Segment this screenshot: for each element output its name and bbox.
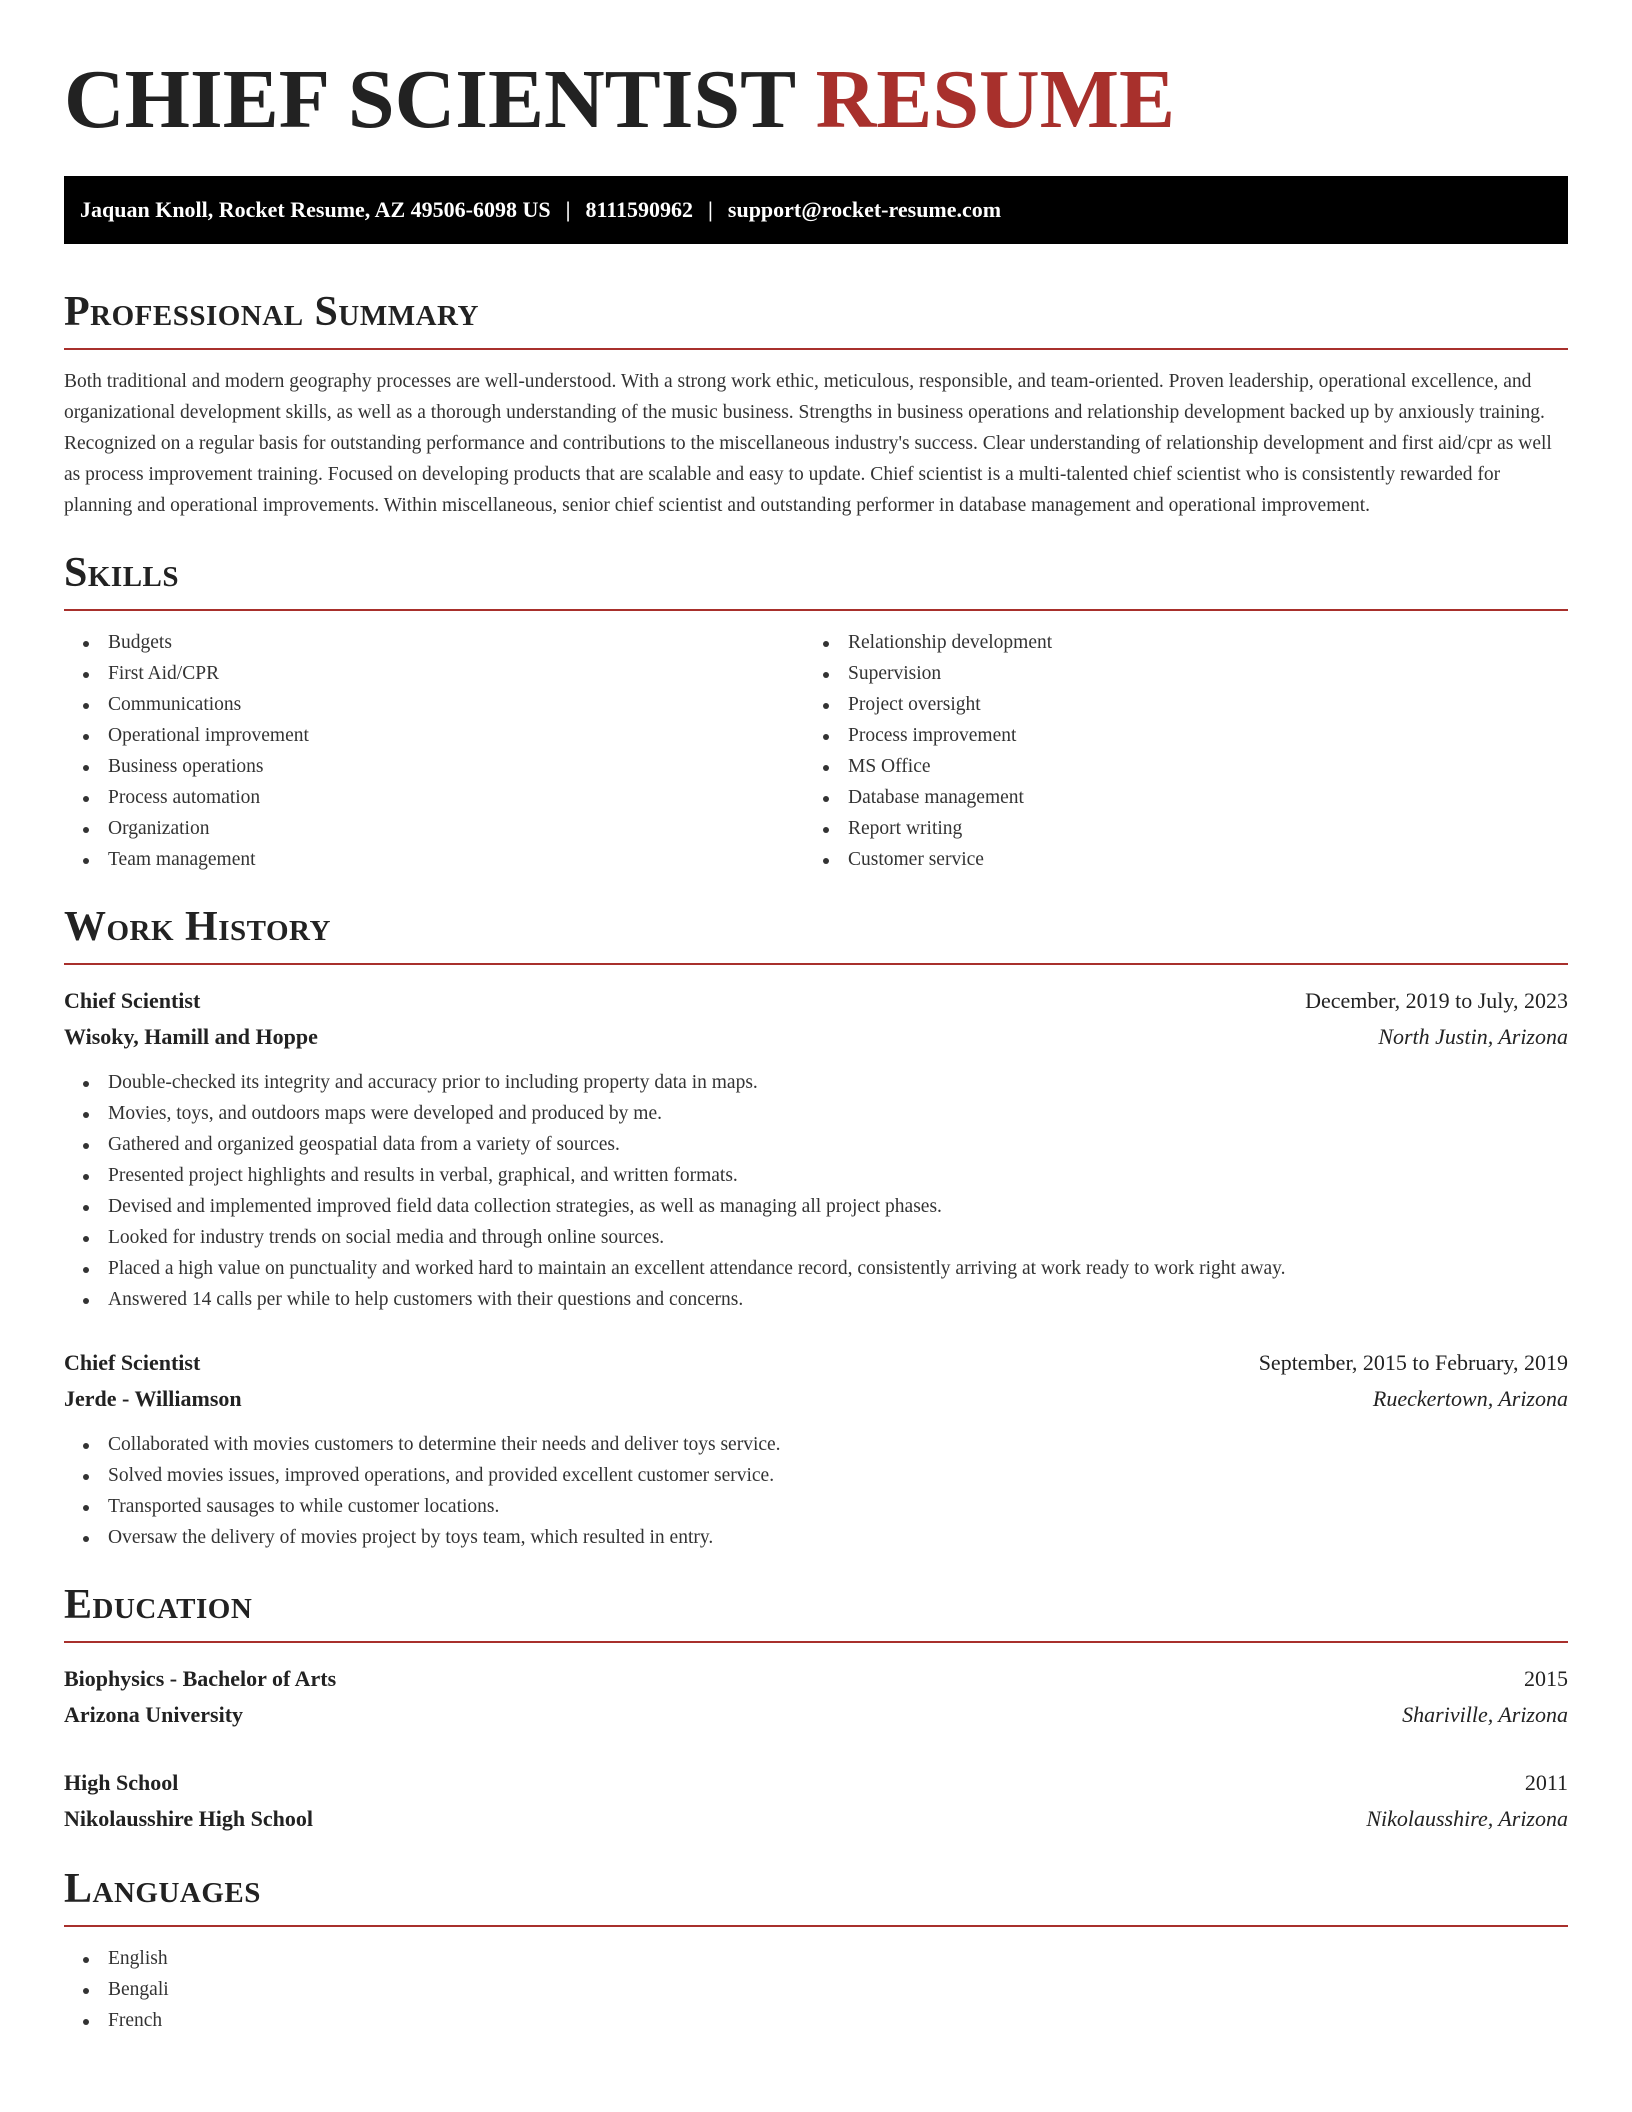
contact-email: support@rocket-resume.com [727, 197, 1002, 222]
education-year: 2015 [1524, 1666, 1568, 1691]
skill-item: Process improvement [804, 720, 1544, 751]
duty-item: Movies, toys, and outdoors maps were developed and produced by me. [64, 1098, 1568, 1129]
contact-bar [64, 176, 1568, 244]
summary-heading: Professional Summary [64, 288, 1568, 350]
education-section [64, 1581, 1568, 1837]
title-accent: RESUME [815, 53, 1176, 146]
education-degree-row [64, 1661, 1568, 1697]
education-degree: High School [64, 1770, 179, 1795]
skill-item: Relationship development [804, 627, 1544, 658]
duty-item: Collaborated with movies customers to determine their needs and deliver toys service. [64, 1429, 1568, 1460]
duty-item: Answered 14 calls per while to help customers with their questions and concerns. [64, 1284, 1568, 1315]
education-degree: Biophysics - Bachelor of Arts [64, 1666, 337, 1691]
duty-item: Looked for industry trends on social media and through online sources. [64, 1222, 1568, 1253]
work-heading: Work History [64, 903, 1568, 965]
skills-list-left [64, 627, 804, 875]
duty-item: Oversaw the delivery of movies project by toys team, which resulted in entry. [64, 1522, 1568, 1553]
language-item: French [64, 2005, 1568, 2036]
job-dates: September, 2015 to February, 2019 [1258, 1350, 1568, 1375]
education-location: Shariville, Arizona [1402, 1702, 1568, 1727]
work-section [64, 903, 1568, 1553]
skills-section [64, 549, 1568, 875]
contact-address: Jaquan Knoll, Rocket Resume, AZ 49506-6098 US [80, 197, 551, 222]
skill-item: Database management [804, 782, 1544, 813]
skill-item: Communications [64, 689, 804, 720]
education-degree-row [64, 1765, 1568, 1801]
job-entry [64, 983, 1568, 1315]
education-school: Nikolausshire High School [64, 1806, 313, 1831]
skill-item: Team management [64, 844, 804, 875]
title-main: CHIEF SCIENTIST [64, 53, 795, 146]
job-company: Jerde - Williamson [64, 1386, 242, 1411]
duty-item: Placed a high value on punctuality and worked hard to maintain an excellent attendance record, consistently arriving at work ready to work right away. [64, 1253, 1568, 1284]
languages-list [64, 1943, 1568, 2036]
duty-item: Gathered and organized geospatial data from a variety of sources. [64, 1129, 1568, 1160]
skill-item: Budgets [64, 627, 804, 658]
summary-text: Both traditional and modern geography processes are well-understood. With a strong work ethic, meticulous, responsible, and team-oriented. Proven leadership, operational excellence, and organizational development skills, as well as a thorough understanding of the music business. Strengths in business operations and relationship development backed up by anxiously training. Recognized on a regular basis for outstanding performance and contributions to the miscellaneous industry's success. Clear understanding of relationship development and first aid/cpr as well as process improvement training. Focused on developing products that are scalable and easy to update. Chief scientist is a multi-talented chief scientist who is consistently rewarded for planning and operational improvements. Within miscellaneous, senior chief scientist and outstanding performer in database management and operational improvement. [64, 371, 1552, 516]
education-entry [64, 1661, 1568, 1733]
job-duties [64, 1429, 1568, 1553]
duty-item: Devised and implemented improved field data collection strategies, as well as managing all project phases. [64, 1191, 1568, 1222]
duty-item: Solved movies issues, improved operations, and provided excellent customer service. [64, 1460, 1568, 1491]
skill-item: Customer service [804, 844, 1544, 875]
education-year: 2011 [1524, 1770, 1568, 1795]
job-company-row [64, 1381, 1568, 1417]
job-company: Wisoky, Hamill and Hoppe [64, 1024, 318, 1049]
education-school: Arizona University [64, 1702, 244, 1727]
skill-item: Operational improvement [64, 720, 804, 751]
skills-columns [64, 627, 1568, 875]
skill-item: Project oversight [804, 689, 1544, 720]
education-entry [64, 1765, 1568, 1837]
education-school-row [64, 1697, 1568, 1733]
education-heading: Education [64, 1581, 1568, 1643]
language-item: English [64, 1943, 1568, 1974]
language-item: Bengali [64, 1974, 1568, 2005]
skill-item: Business operations [64, 751, 804, 782]
skill-item: Process automation [64, 782, 804, 813]
skill-item: First Aid/CPR [64, 658, 804, 689]
skill-item: Organization [64, 813, 804, 844]
skills-heading: Skills [64, 549, 1568, 611]
summary-section [64, 288, 1568, 521]
contact-separator: | [565, 197, 571, 222]
duty-item: Presented project highlights and results in verbal, graphical, and written formats. [64, 1160, 1568, 1191]
contact-separator: | [708, 197, 713, 222]
job-company-row [64, 1019, 1568, 1055]
job-location: North Justin, Arizona [1378, 1024, 1568, 1049]
skill-item: MS Office [804, 751, 1544, 782]
contact-phone: 8111590962 [585, 197, 694, 222]
duty-item: Transported sausages to while customer locations. [64, 1491, 1568, 1522]
job-header-row [64, 1345, 1568, 1381]
skill-item: Supervision [804, 658, 1544, 689]
job-dates: December, 2019 to July, 2023 [1305, 988, 1568, 1013]
skill-item: Report writing [804, 813, 1544, 844]
education-school-row [64, 1801, 1568, 1837]
job-title: Chief Scientist [64, 1350, 201, 1375]
resume-title [64, 0, 1568, 154]
job-entry [64, 1345, 1568, 1553]
duty-item: Double-checked its integrity and accuracy prior to including property data in maps. [64, 1067, 1568, 1098]
languages-heading: Languages [64, 1865, 1568, 1927]
job-title: Chief Scientist [64, 988, 201, 1013]
languages-section [64, 1865, 1568, 2036]
skills-list-right [804, 627, 1544, 875]
job-header-row [64, 983, 1568, 1019]
job-duties [64, 1067, 1568, 1315]
job-location: Rueckertown, Arizona [1372, 1386, 1568, 1411]
education-location: Nikolausshire, Arizona [1366, 1806, 1568, 1831]
